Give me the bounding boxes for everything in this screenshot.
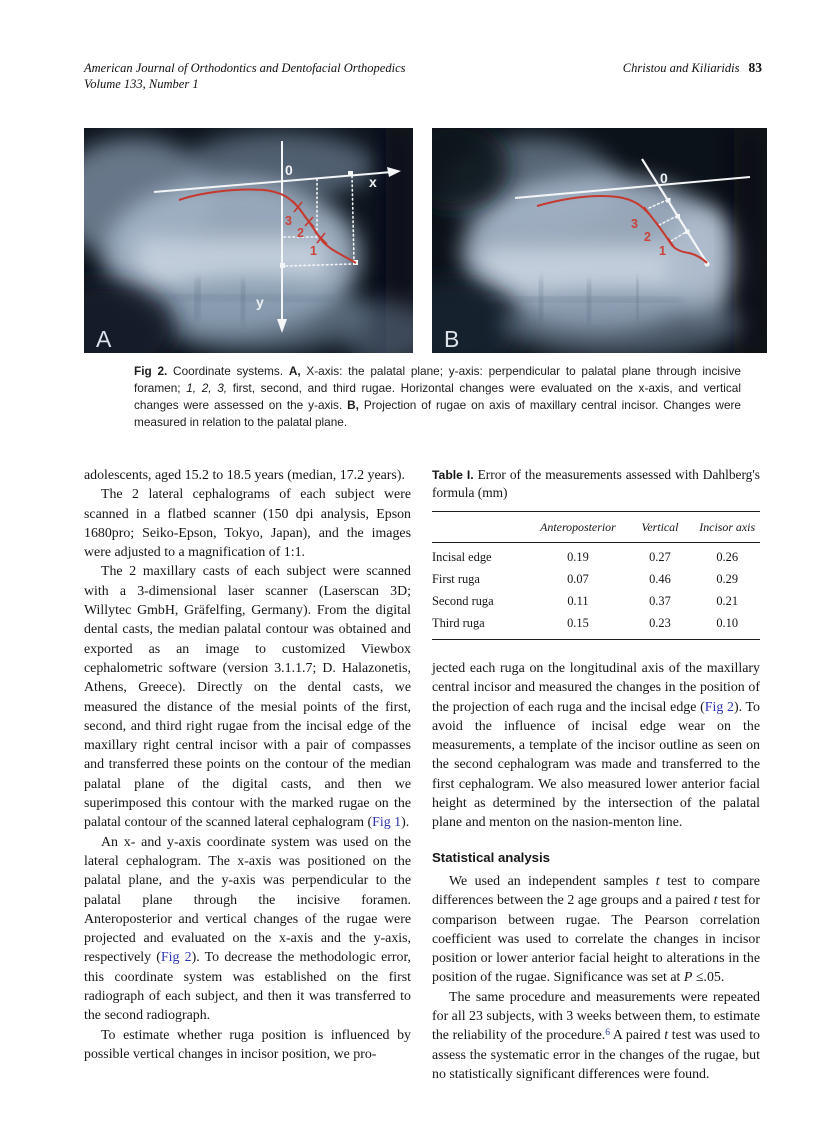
cell-value: 0.15: [567, 615, 589, 630]
page-number: 83: [748, 60, 762, 75]
table-header-empty: [432, 512, 530, 543]
cell-value: 0.29: [716, 572, 739, 587]
cell-value: 0.07: [567, 572, 589, 587]
figure-caption-label: Fig 2.: [134, 364, 168, 378]
paragraph-text: A paired: [610, 1028, 665, 1044]
author-page-ref: [623, 60, 762, 92]
table-1-label: Table I.: [432, 468, 474, 482]
ruga-label-2: 2: [644, 230, 651, 244]
paragraph-text: jected each ruga on the longitudinal axis of the maxillary central incisor and measured the changes in the position of the projection of each ruga and the incisal edge (: [432, 660, 760, 715]
table-1-title: [432, 466, 760, 502]
row-label: Third ruga: [432, 615, 485, 630]
y-axis-label: y: [256, 294, 264, 310]
cephalogram-panel-b: [432, 128, 767, 353]
right-column: [432, 466, 760, 1084]
table-row: [432, 569, 760, 591]
caption-text: Coordinate systems.: [167, 364, 289, 378]
table-header-anteroposterior: Anteroposterior: [530, 512, 625, 543]
table-row: [432, 591, 760, 613]
reference-6-link[interactable]: 6: [605, 1028, 610, 1039]
origin-label: 0: [285, 162, 293, 178]
paragraph-text: ). To decrease the methodologic error, this coordinate system was established on the first radiograph of each subject, and then it was transferred to the second radiograph.: [84, 950, 411, 1024]
panel-a-label: A: [96, 326, 112, 352]
paragraph-text: The 2 maxillary casts of each subject were scanned with a 3-dimensional laser scanner (Laserscan 3D; Willytec GmbH, Gräfelfing, Germany). From the digital dental casts, the median palatal contour was obtained and exported as an image to customized Viewbox cephalometric software (version 3.1.1.7; D. Halazonetis, Athens, Greece). Directly on the dental casts, we measured the distance of the mesial points of the first, second, and third right rugae from the incisal edge of the maxillary right central incisor with a pair of compasses and transferred these points on the contour of the median palatal plane of the digital casts, and then we superimposed this contour with the marked rugae on the palatal contour of the scanned lateral cephalogram (: [84, 564, 411, 831]
cell-value: 0.10: [716, 615, 739, 630]
caption-panel-a-ref: A,: [288, 364, 301, 378]
table-header-row: [432, 512, 760, 543]
table-header-incisor-axis: Incisor axis: [694, 512, 760, 543]
body-paragraph: [432, 659, 760, 833]
body-paragraph: [432, 872, 760, 988]
fig2-link[interactable]: Fig 2: [704, 699, 734, 715]
cell-value: 0.19: [567, 550, 589, 565]
ruga-label-2: 2: [297, 226, 304, 240]
volume-line: Volume 133, Number 1: [84, 77, 199, 91]
table-row: [432, 613, 760, 640]
journal-title: American Journal of Orthodontics and Dentofacial Orthopedics: [84, 61, 406, 75]
body-paragraph: The 2 lateral cephalograms of each subject were scanned in a flatbed scanner (150 dpi analysis, Epson 1680pro; Seiko-Epson, Tokyo, Japan), and the images were adjusted to a magnification of 1:1.: [84, 487, 411, 561]
figure-caption: [134, 363, 741, 431]
journal-info: [84, 60, 406, 92]
running-head: [84, 60, 762, 92]
cell-value: 0.37: [649, 593, 671, 608]
t-test-symbol: t: [713, 893, 718, 909]
ruga-label-1: 1: [310, 244, 317, 258]
paragraph-text: The same procedure and measurements were repeated for all 23 subjects, with 3 weeks between them, to estimate the reliability of the procedure.: [432, 989, 760, 1044]
figure-2: [84, 128, 767, 353]
paragraph-text: test to compare differences between the 2 age groups and a paired: [432, 873, 760, 909]
body-paragraph: [84, 833, 411, 1026]
table-1: [432, 511, 760, 640]
t-test-symbol: t: [664, 1028, 669, 1044]
caption-text: Projection of rugae on axis of maxillary central incisor. Changes were measured in relation to the palatal plane.: [134, 398, 741, 429]
row-label: First ruga: [432, 572, 480, 587]
p-value-symbol: P: [683, 970, 693, 986]
panel-b-label: B: [444, 326, 460, 352]
cell-value: 0.26: [716, 550, 739, 565]
caption-text: first, second, and third rugae. Horizontal changes were evaluated on the x-axis, and vertical changes were assessed on the y-axis.: [134, 381, 741, 412]
fig2-link[interactable]: Fig 2: [160, 950, 192, 966]
row-label: Second ruga: [432, 593, 494, 608]
body-paragraph: adolescents, aged 15.2 to 18.5 years (median, 17.2 years).: [84, 468, 405, 483]
cell-value: 0.46: [649, 572, 671, 587]
x-axis-label: x: [369, 174, 377, 190]
caption-panel-b-ref: B,: [347, 398, 359, 412]
cell-value: 0.11: [567, 593, 589, 608]
fig1-link[interactable]: Fig 1: [372, 815, 402, 831]
body-paragraph: To estimate whether ruga position is influenced by possible vertical changes in incisor position, we pro-: [84, 1027, 411, 1062]
table-row: [432, 543, 760, 569]
paragraph-text: test for comparison between rugae. The Pearson correlation coefficient was used to correlate the changes in incisor position or lower anterior facial height to alterations in the position of the rugae. Significance was set at: [432, 893, 760, 986]
paragraph-text: ≤.05.: [692, 970, 725, 986]
paragraph-text: An x- and y-axis coordinate system was used on the lateral cephalogram. The x-axis was positioned on the palatal plane, and the y-axis was perpendicular to the palatal plane through the incisive foramen. Anteroposterior and vertical changes of the rugae were projected and evaluated on the x-axis and the y-axis, respectively (: [84, 834, 411, 966]
body-paragraph: [84, 562, 411, 832]
paragraph-text: ). To avoid the influence of incisal edge wear on the measurements, a template of the incisor outline as seen on the second cephalogram was made and transferred to the first cephalogram. We also measured lower anterior facial height as determined by the intersection of the palatal plane and menton on the nasion-menton line.: [432, 699, 760, 831]
ruga-label-3: 3: [631, 217, 638, 231]
cephalogram-panel-a: [84, 128, 413, 353]
caption-ruga-numbers: 1, 2, 3,: [186, 381, 228, 395]
origin-label: 0: [660, 170, 668, 186]
paragraph-text: ).: [401, 815, 410, 831]
paragraph-text: We used an independent samples: [449, 873, 656, 889]
ruga-label-1: 1: [659, 244, 666, 258]
cell-value: 0.21: [716, 593, 739, 608]
ruga-label-3: 3: [285, 214, 292, 228]
table-header-vertical: Vertical: [626, 512, 695, 543]
body-paragraph: [432, 988, 760, 1084]
caption-text: X-axis: the palatal plane; y-axis: perpendicular to palatal plane through incisive foramen;: [134, 364, 741, 395]
t-test-symbol: t: [655, 873, 660, 889]
authors: Christou and Kiliaridis: [622, 61, 740, 75]
cell-value: 0.27: [649, 550, 671, 565]
cell-value: 0.23: [649, 615, 671, 630]
left-column: [84, 466, 411, 1064]
row-label: Incisal edge: [432, 550, 492, 565]
section-heading-statistical-analysis: Statistical analysis: [432, 849, 551, 865]
paragraph-text: test was used to assess the systematic error in the changes of the rugae, but no statistically significant differences were found.: [432, 1028, 760, 1082]
table-1-title-text: Error of the measurements assessed with Dahlberg's formula (mm): [432, 467, 760, 500]
